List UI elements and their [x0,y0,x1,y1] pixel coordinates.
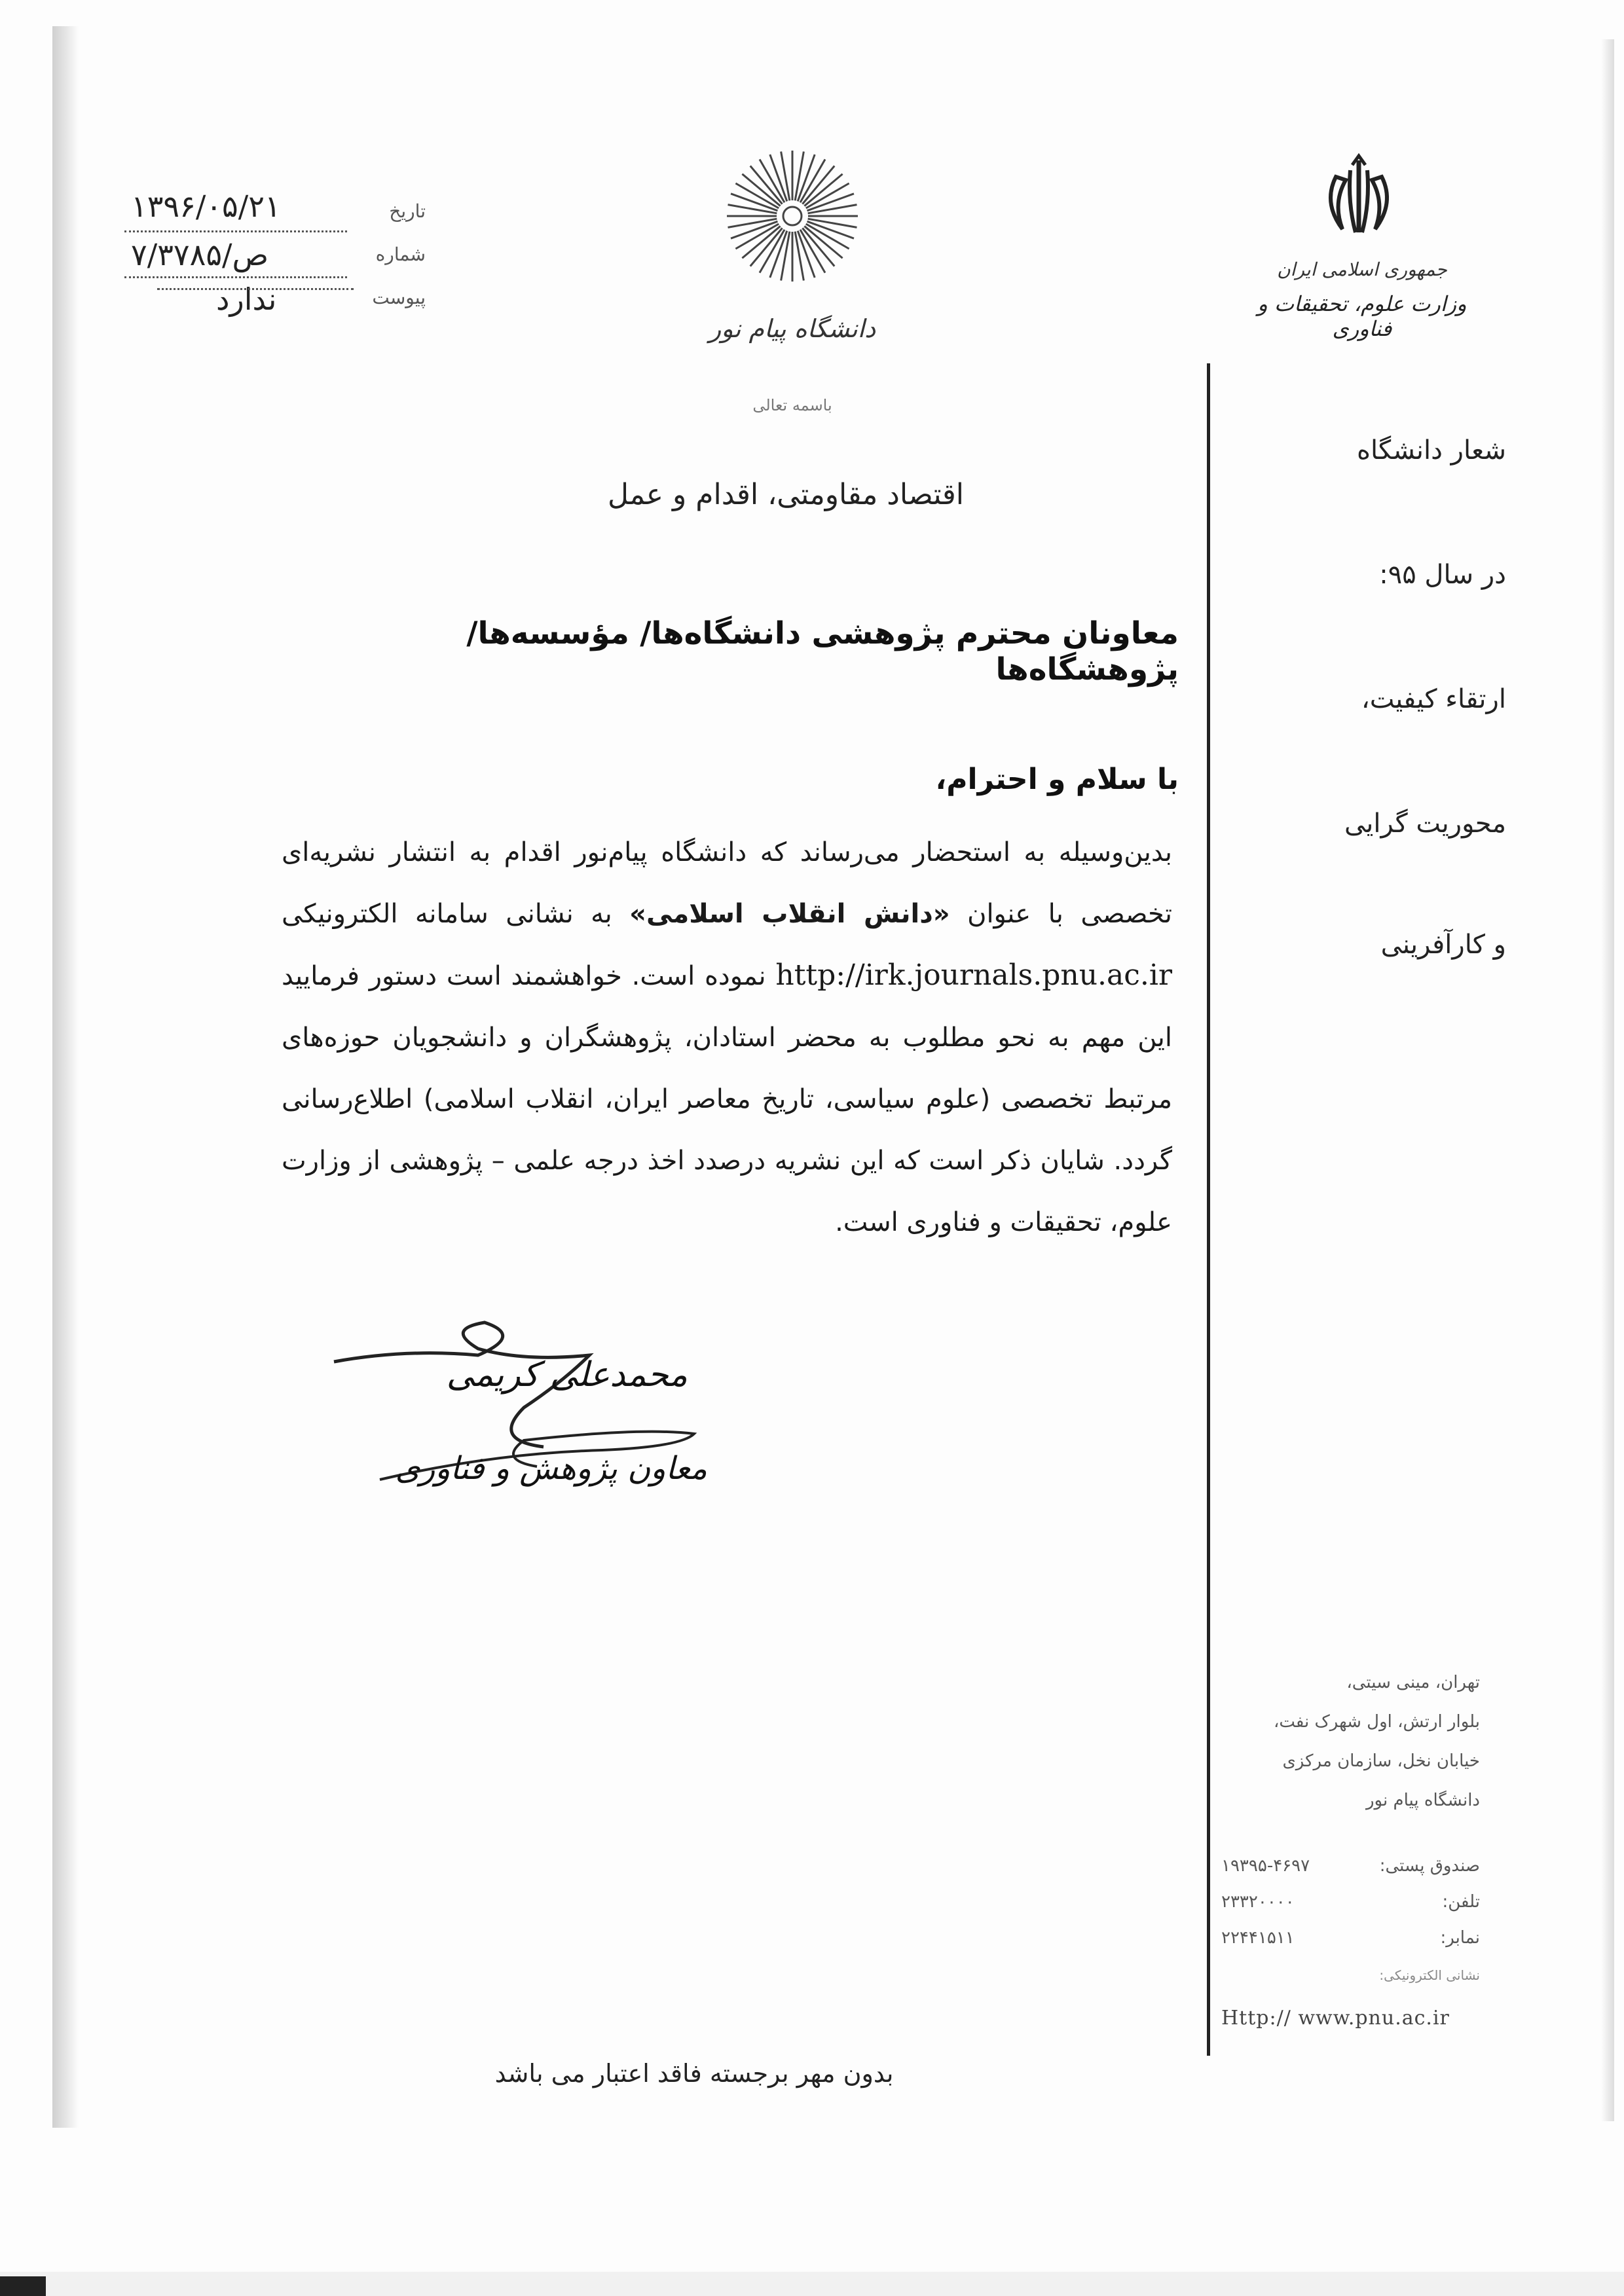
logo-ray [795,152,803,201]
attachment-dots [157,288,354,290]
logo-ray [770,155,787,201]
column-divider [1207,363,1210,2056]
phone-value: ۲۳۳۲۰۰۰۰ [1221,1892,1295,1912]
logo-ray [731,194,777,211]
logo-ray [781,232,790,281]
phone-label: تلفن: [1442,1892,1480,1912]
ministry-line: وزارت علوم، تحقیقات و فناوری [1257,291,1467,341]
address-line-4: دانشگاه پیام نور [1366,1791,1480,1810]
greeting: با سلام و احترام، [935,763,1179,796]
letter-meta [124,183,426,327]
number-value: ۷/۳۷۸۵/ص [131,237,269,272]
signatory-name: محمدعلی کریمی [446,1355,688,1394]
po-box-value: ۱۹۳۹۵-۴۶۹۷ [1221,1856,1310,1876]
fax-value: ۲۲۴۴۱۵۱۱ [1221,1928,1295,1948]
date-value: ۱۳۹۶/۰۵/۲۱ [131,189,281,224]
body-intro: بدین‌وسیله به استحضار می‌رساند که دانشگاه پیام‌نور اقدام به انتشار نشریه‌ای تخصصی با عنوان [282,837,1172,929]
logo-ray [731,221,777,238]
republic-line: جمهوری اسلامی ایران [1277,259,1447,280]
journal-url: http://irk.journals.pnu.ac.ir [775,958,1172,992]
number-label: شماره [375,244,426,265]
logo-ray [770,231,787,278]
body-mid: به نشانی سامانه الکترونیکی [282,899,630,929]
slogan: اقتصاد مقاومتی، اقدام و عمل [608,478,964,511]
invocation: باسمه تعالی [752,396,832,414]
sidebar-line-2: در سال ۹۵: [1379,560,1506,590]
corner-mark [0,2276,46,2296]
university-logo [720,144,864,288]
website-link[interactable]: Http:// www.pnu.ac.ir [1221,2007,1450,2030]
footer-note: بدون مهر برجسته فاقد اعتبار می باشد [494,2059,894,2088]
date-label: تاریخ [389,200,426,222]
journal-title: «دانش انقلاب اسلامی» [629,899,950,929]
logo-ray [807,221,854,238]
university-name: دانشگاه پیام نور [709,314,876,343]
scan-bottom-edge [0,2272,1624,2296]
logo-ray [807,194,854,211]
attachment-value: ندارد [216,282,277,317]
address-line-1: تهران، مینی سیتی، [1346,1673,1480,1692]
logo-ray [808,205,857,213]
logo-ray [781,152,790,201]
logo-ray [798,231,815,278]
logo-ray [795,232,803,281]
signatory-title: معاون پژوهش و فناوری [395,1450,707,1487]
fax-label: نمابر: [1440,1928,1480,1948]
attachment-label: پیوست [372,287,426,308]
sidebar-line-5: و کارآفرینی [1380,930,1506,960]
recipient-line: معاونان محترم پژوهشی دانشگاه‌ها/ مؤسسه‌ها/ پژوهشگاه‌ها [466,615,1179,687]
email-label: نشانی الکترونیکی: [1379,1967,1480,1983]
po-box-label: صندوق پستی: [1379,1856,1480,1876]
body-rest: نموده است. خواهشمند است دستور فرمایید این مهم به نحو مطلوب به محضر استادان، پژوهشگران و دانشجویان حوزه‌های مرتبط تخصصی (علوم سیاسی، تاریخ معاصر ایران، انقلاب اسلامی) اطلاع‌رسانی گردد. شایان ذکر است که این نشریه درصدد اخذ درجه علمی – پژوهشی از وزارت علوم، تحقیقات و فناوری است. [282,961,1172,1237]
address-line-3: خیابان نخل، سازمان مرکزی [1282,1751,1480,1771]
date-dots [124,230,347,232]
logo-ray [808,219,857,227]
sidebar-line-4: محوریت گرایی [1344,809,1506,839]
number-dots [124,276,347,278]
address-line-2: بلوار ارتش، اول شهرک نفت، [1273,1712,1480,1732]
iran-emblem [1316,151,1401,249]
sidebar-line-3: ارتقاء کیفیت، [1361,684,1506,714]
logo-ray [728,219,777,227]
scan-left-edge [52,26,79,2128]
logo-ray [798,155,815,201]
logo-ray [728,205,777,213]
iran-emblem-icon [1316,151,1401,249]
sidebar-line-1: شعار دانشگاه [1356,435,1506,465]
letter-body [282,822,1172,1253]
sunburst-logo-icon [720,144,864,288]
scan-right-edge [1601,39,1614,2121]
